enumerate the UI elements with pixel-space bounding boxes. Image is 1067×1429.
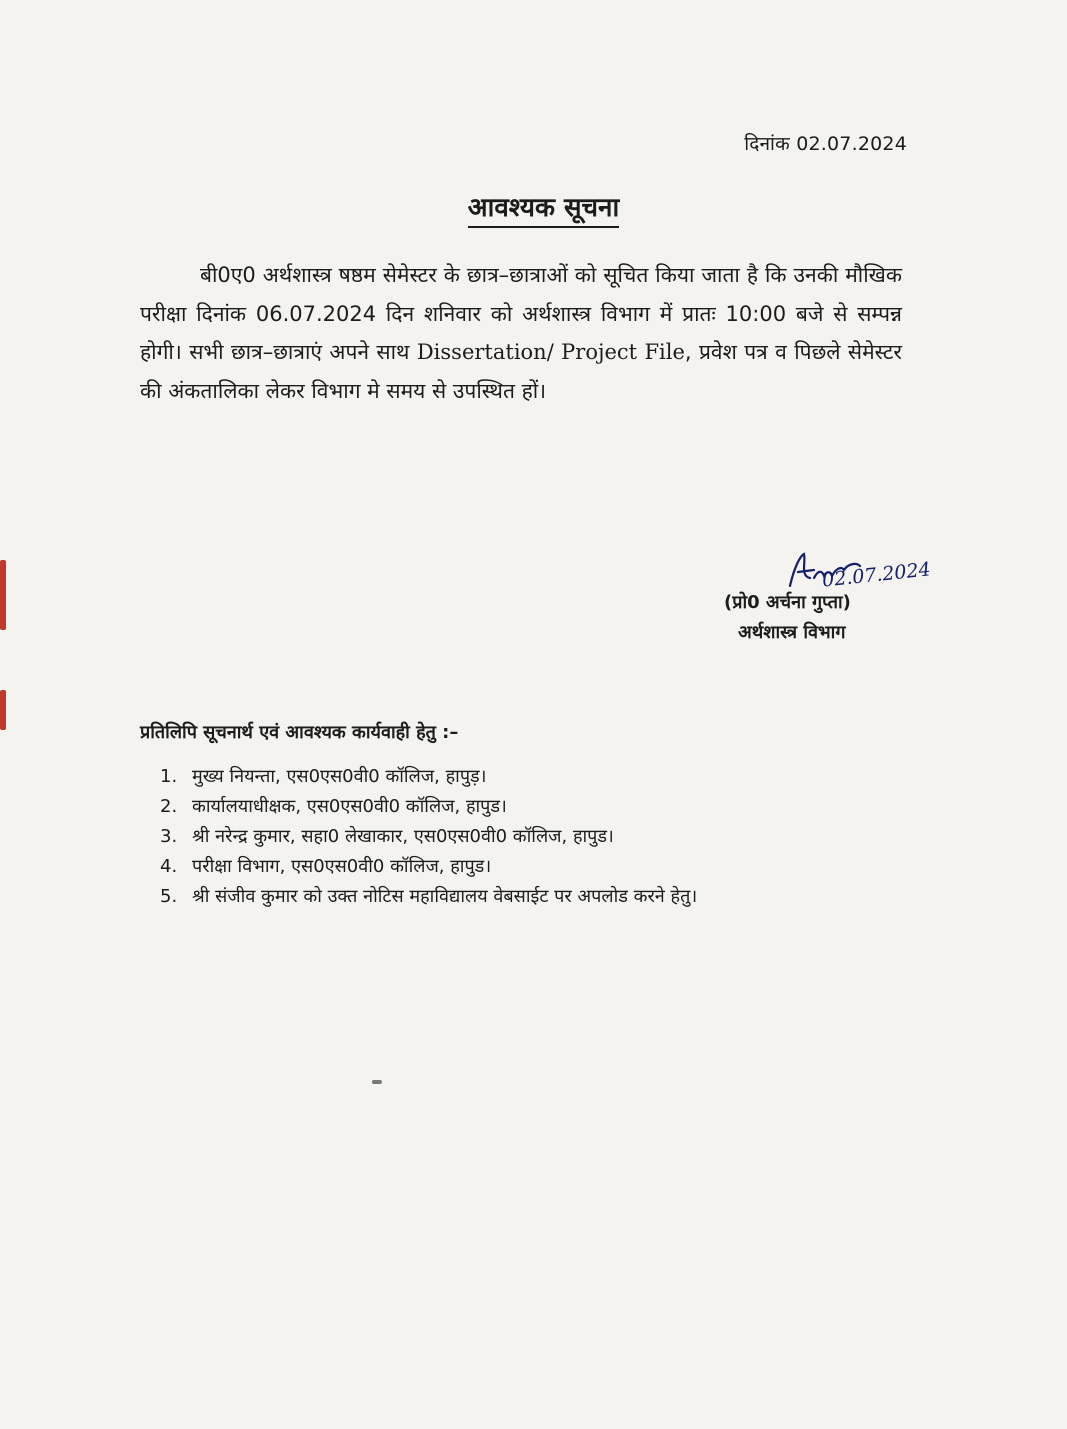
list-item-number: 5. [160,886,178,907]
edge-mark [0,690,6,730]
signer-department: अर्थशास्त्र विभाग [738,622,846,643]
list-item-number: 4. [160,856,178,877]
list-item [160,762,697,792]
list-item-text: मुख्य नियन्ता, एस0एस0वी0 कॉलिज, हापुड़। [192,766,487,787]
list-item [160,792,697,822]
notice-body-latin: Dissertation/ Project File [416,340,685,364]
notice-body-part1: बी0ए0 अर्थशास्त्र षष्ठम सेमेस्टर के छात्र–छात्राओं को सूचित किया जाता है कि उनकी मौखिक परीक्षा दिनांक 06.07.2024 दिन शनिवार को अर्थशास्त्र विभाग में प्रातः 10:00 बजे से सम्पन्न होगी। सभी छात्र–छात्राएं अपने साथ [140,263,902,364]
copy-to-heading: प्रतिलिपि सूचनार्थ एवं आवश्यक कार्यवाही हेतु :– [140,722,459,743]
list-item-number: 3. [160,826,178,847]
list-item-text: कार्यालयाधीक्षक, एस0एस0वी0 कॉलिज, हापुड। [192,796,507,817]
notice-date: दिनांक 02.07.2024 [744,133,907,155]
list-item-text: श्री नरेन्द्र कुमार, सहा0 लेखाकार, एस0एस0वी0 कॉलिज, हापुड। [192,826,614,847]
list-item [160,822,697,852]
notice-title-text: आवश्यक सूचना [468,193,619,228]
stray-mark [372,1080,382,1084]
notice-body-part2: , प्रवेश पत्र व पिछले सेमेस्टर की अंकतालिका लेकर विभाग मे समय से उपस्थित हों। [140,340,903,403]
signer-name: (प्रो0 अर्चना गुप्ता) [724,592,851,613]
list-item-text: श्री संजीव कुमार को उक्त नोटिस महाविद्यालय वेबसाईट पर अपलोड करने हेतु। [192,886,698,907]
list-item-number: 1. [160,766,178,787]
copy-to-list [160,762,697,912]
list-item [160,852,697,882]
list-item-text: परीक्षा विभाग, एस0एस0वी0 कॉलिज, हापुड। [192,856,492,877]
list-item [160,882,697,912]
handwritten-date: 02.07.2024 [821,558,932,592]
notice-body [140,256,902,410]
notice-title [0,188,1067,224]
left-edge-marks [0,560,10,800]
list-item-number: 2. [160,796,178,817]
edge-mark [0,560,6,630]
